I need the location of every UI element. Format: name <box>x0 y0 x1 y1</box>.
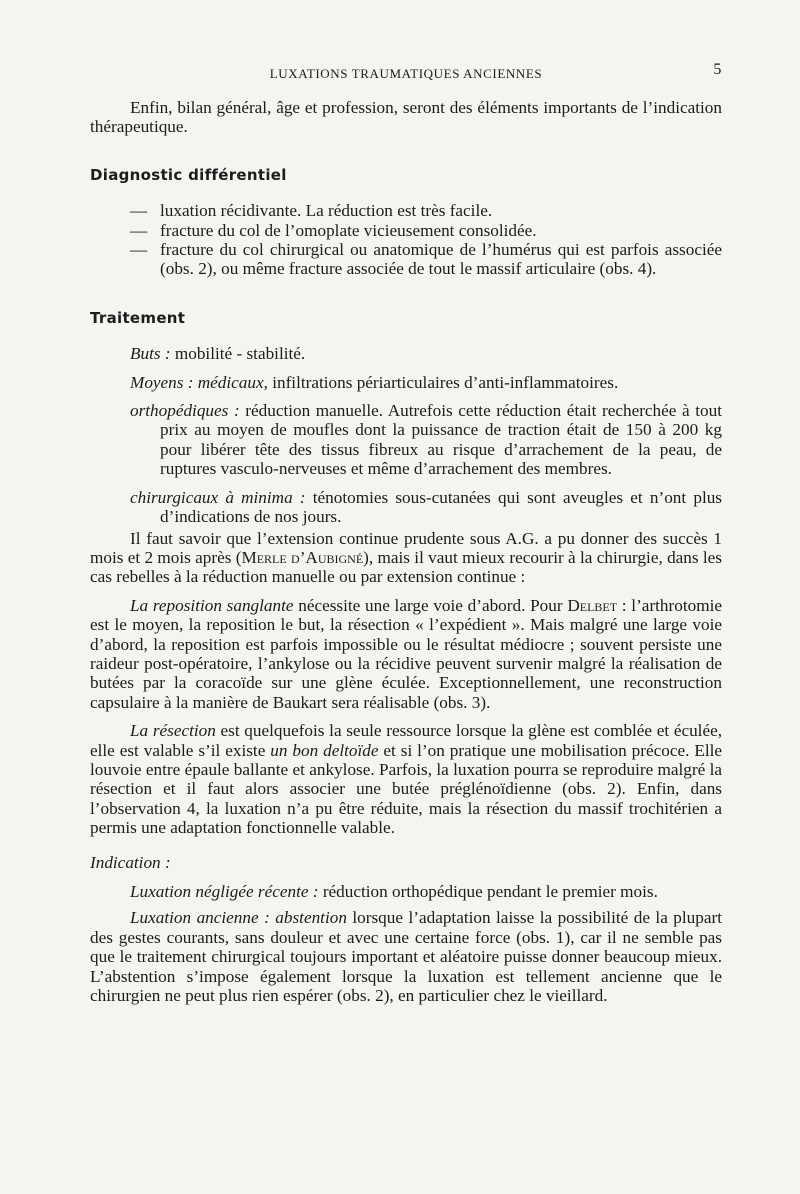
buts-text: mobilité - stabilité. <box>174 344 306 364</box>
resection-emphasis: un bon deltoïde <box>270 740 379 760</box>
chirurgicaux-label: chirurgicaux à minima : <box>130 487 306 507</box>
list-item-text: fracture du col chirurgical ou anatomique de l’humérus qui est parfois associée (obs. 2), ou même fracture associée de tout le massif articulaire (obs. 4). <box>160 240 722 279</box>
extension-text-start: Il faut savoir que l’extension continue prudente sous A.G. a pu donner des succès 1 mois et 2 mois après ( <box>90 528 722 567</box>
author-delbet: Delbet <box>567 595 618 615</box>
extension-paragraph <box>90 529 722 587</box>
diagnostic-heading: Diagnostic différentiel <box>90 165 287 184</box>
author-merle: Merle d’Aubigné <box>241 547 364 567</box>
list-item <box>90 201 722 220</box>
orthopediques-label: orthopédiques : <box>130 401 240 421</box>
dash-glyph: — <box>130 240 148 260</box>
running-head <box>90 58 722 82</box>
recente-text: réduction orthopédique pendant le premier mois. <box>318 882 658 901</box>
extension-text-end: ), mais il vaut mieux recourir à la chirurgie, dans les cas rebelles à la réduction manuelle ou par extension continue : <box>90 547 722 587</box>
diagnostic-list <box>90 201 722 279</box>
reposition-paragraph <box>90 596 722 712</box>
page-number: 5 <box>713 61 722 78</box>
orthopediques-text: réduction manuelle. Autrefois cette réduction était recherchée à tout prix au moyen de moufles dont la puissance de traction était de 150 à 200 kg pour libérer tête des tissus fibreux au risque d’arrachement de la peau, de ruptures vasculo-nerveuses et même d’arrachement des membres. <box>160 401 722 479</box>
buts-label: Buts : <box>130 344 171 364</box>
ancienne-label: Luxation ancienne : abstention <box>130 908 347 928</box>
reposition-text-end: : l’arthrotomie est le moyen, la reposition le but, la résection « l’expédient ». Mais malgré une large voie d’abord, la reposition est parfois impossible ou le résultat médiocre ; souvent persiste une raideur post-opératoire, l’ankylose ou la récidive peuvent survenir malgré la réalisation de butées par la coracoïde sur une glène éculée. Exceptionnellement, une reconstruction capsulaire à la manière de Baukart sera réalisable (obs. 3). <box>90 595 722 712</box>
indication-label: Indication : <box>90 852 171 872</box>
recente-label: Luxation négligée récente : <box>130 882 319 901</box>
resection-text-end: et si l’on pratique une mobilisation précoce. Elle louvoie entre épaule ballante et ankylose. Parfois, la luxation pourra se reproduire malgré la résection et il faut alors associer une butée préglénoïdienne (obs. 2). Enfin, dans l’observation 4, la luxation n’a pu être réduite, mais la résection du massif trochitérien a permis une adaptation fonctionnelle valable. <box>90 740 722 838</box>
resection-text-start: est quelquefois la seule ressource lorsque la glène est comblée et éculée, elle est valable s’il existe <box>90 721 723 760</box>
page <box>90 58 722 1005</box>
reposition-text-start: nécessite une large voie d’abord. Pour <box>293 595 568 615</box>
list-item <box>90 240 722 279</box>
dash-glyph: — <box>130 201 148 221</box>
ancienne-paragraph <box>90 908 722 1005</box>
list-item-text: luxation récidivante. La réduction est très facile. <box>160 201 493 221</box>
chirurgicaux-paragraph <box>90 488 722 527</box>
recente-paragraph <box>90 882 722 901</box>
intro-paragraph: Enfin, bilan général, âge et profession, seront des éléments importants de l’indication thérapeutique. <box>90 98 722 137</box>
dash-glyph: — <box>130 220 148 240</box>
resection-label: La résection <box>130 721 216 741</box>
list-item-text: fracture du col de l’omoplate vicieusement consolidée. <box>160 220 537 240</box>
ancienne-text: lorsque l’adaptation laisse la possibilité de la plupart des gestes courants, sans douleur et avec une certaine force (obs. 1), car il ne semble pas que le traitement chirurgical toujours important et aléatoire puisse donner beaucoup mieux. L’abstention s’impose également lorsque la luxation est tellement ancienne que le chirurgien ne peut plus rien espérer (obs. 2), en particulier chez le vieillard. <box>90 908 722 1006</box>
running-title: LUXATIONS TRAUMATIQUES ANCIENNES <box>269 66 543 81</box>
chirurgicaux-text: ténotomies sous-cutanées qui sont aveugles et n’ont plus d’indications de nos jours. <box>160 487 722 527</box>
moyens-label: Moyens : médicaux, <box>130 372 268 392</box>
orthopediques-paragraph <box>90 401 722 479</box>
reposition-label: La reposition sanglante <box>130 595 294 615</box>
moyens-line <box>90 373 722 392</box>
resection-paragraph <box>90 721 722 837</box>
list-item <box>90 221 722 240</box>
indication-heading <box>90 853 722 872</box>
buts-line <box>90 344 722 363</box>
moyens-text: infiltrations périarticulaires d’anti-inflammatoires. <box>272 372 619 392</box>
traitement-heading: Traitement <box>90 308 186 327</box>
